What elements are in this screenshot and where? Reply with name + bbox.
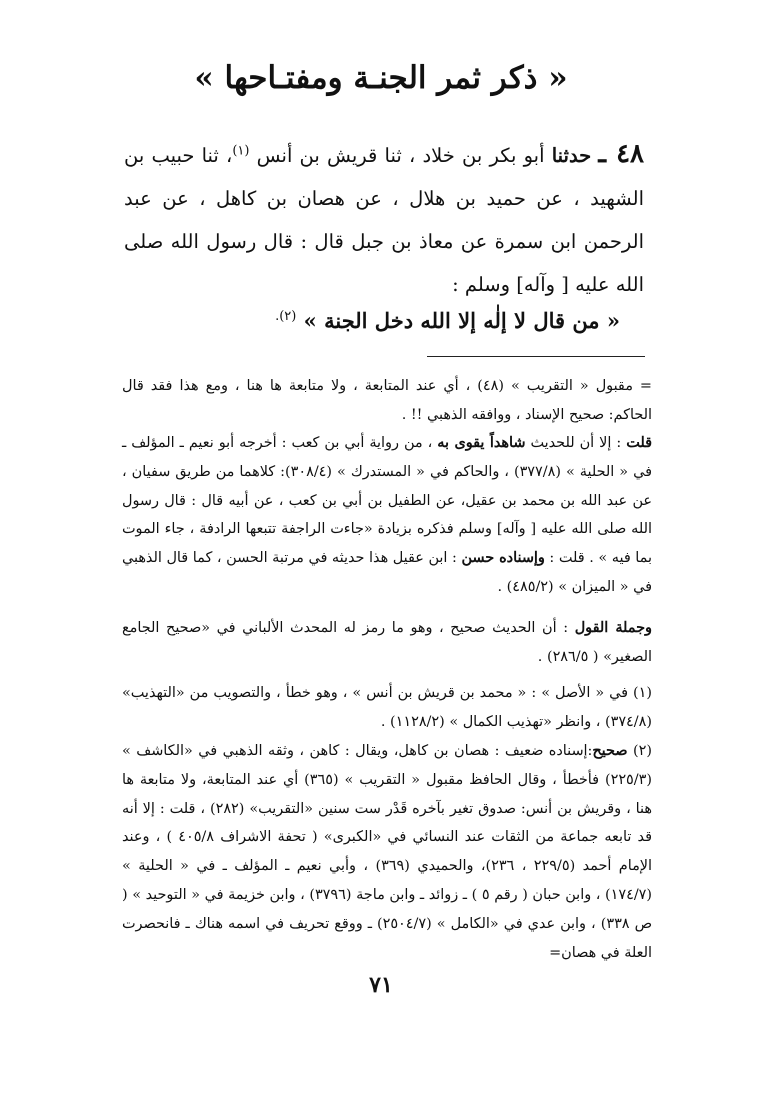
hadith-quote: « من قال لا إلٰه إلا الله دخل الجنة » [303, 308, 620, 333]
footnote-separator [427, 356, 645, 357]
page-number: ٧١ [369, 972, 393, 998]
qult-text-c: : ابن عقيل هذا حديثه في مرتبة الحسن ، كما قال الذهبي في « الميزان » (٤٨٥/٢) . [122, 550, 652, 595]
footnote-2-grade: صحيح [592, 742, 628, 759]
qult-bold: شاهداً يقوى به [437, 434, 526, 451]
footnote-qult-paragraph [122, 429, 652, 602]
qult-label: قلت [626, 434, 653, 451]
haddathana-word: حدثنا [551, 144, 592, 167]
isnad-label: وإسناده حسن [461, 549, 545, 567]
chain-text-start: أبو بكر بن خلاد ، ثنا قريش بن أنس [256, 144, 545, 167]
footnote-1-number: (١) [633, 685, 653, 701]
footnote-2-text: :إسناده ضعيف : هصان بن كاهل، ويقال : كاهن ، وثقه الذهبي في «الكاشف » (٢٢٥/٣) فأخطأ ، وقال الحافظ مقبول « التقريب » (٣٦٥) أي عند المتابعة، ولا متابعة ها هنا ، وقريش بن أنس: صدوق تغير بآخره قَدْر ست سنين «التقريب» (٢٨٢) ، قلت : إلا أنه قد تابعه جماعة من الثقات عند النسائي في «الكبرى» ( تحفة الاشراف ٤٠٥/٨ ) ، وعند الإمام أحمد (٢٢٩/٥ ، ٢٣٦)، والحميدي (٣٦٩) ، وأبي نعيم ـ المؤلف ـ في « الحلية » (١٧٤/٧) ، وابن حبان ( رقم ٥ ) ـ زوائد ـ وابن ماجة (٣٧٩٦) ، وابن خزيمة في « التوحيد » ( ص ٣٣٨) ، وابن عدي في «الكامل » (٢٥٠٤/٧) ـ ووقع تحريف في اسمه هناك ـ فانحصرت العلة في هصان= [122, 743, 653, 961]
footnote-ref-1: (١) [232, 143, 250, 159]
footnote-1-text: في « الأصل » : « محمد بن قريش بن أنس » ، وهو خطأ ، والتصويب من «التهذيب» (٣٧٤/٨) ، وانظر «تهذيب الكمال » (١١٢٨/٢) . [122, 685, 652, 730]
footnote-2-number: (٢) [633, 743, 653, 759]
jumla-label: وجملة القول [574, 619, 652, 636]
chain-text-rest: ، ثنا حبيب بن الشهيد ، عن حميد بن هلال ، عن هصان بن كاهل ، عن عبد الرحمن ابن سمرة عن معاذ بن جبل قال : قال رسول الله صلى الله عليه [ وآله] وسلم : [124, 144, 644, 296]
hadith-chain [124, 133, 644, 306]
footnote-1 [122, 679, 652, 737]
footnote-jumla-paragraph [122, 614, 652, 672]
footnote-ref-2: (٢). [275, 309, 297, 324]
hadith-quote-line [150, 308, 620, 333]
footnote-continuation: = مقبول « التقريب » (٤٨) ، أي عند المتابعة ، ولا متابعة ها هنا ، ومع هذا فقد قال الحاكم: صحيح الإسناد ، ووافقه الذهبي !! . [122, 378, 652, 423]
jumla-text: : أن الحديث صحيح ، وهو ما رمز له المحدث الألباني في «صحيح الجامع الصغير» ( ٢٨٦/٥) . [122, 620, 652, 665]
footnote-2 [122, 737, 652, 967]
hadith-number: ٤٨ ـ [598, 139, 645, 169]
qult-text-a: : إلا أن للحديث [530, 435, 622, 451]
section-title: « ذكر ثمر الجنـة ومفتـاحها » [194, 60, 568, 96]
qult-text-b: ، من رواية أبي بن كعب : أخرجه أبو نعيم ـ المؤلف ـ في « الحلية » (٣٧٧/٨) ، والحاكم في « المستدرك » (٣٠٨/٤): كلاهما من طريق سفيان ، عن عبد الله بن محمد بن عقيل، عن الطفيل بن أبي بن كعب ، عن أبيه قال : قال رسول الله صلى الله عليه [ وآله] وسلم فذكره بزيادة «جاءت الراجفة تتبعها الرادفة ، جاء الموت بما فيه » . قلت : [122, 435, 653, 567]
